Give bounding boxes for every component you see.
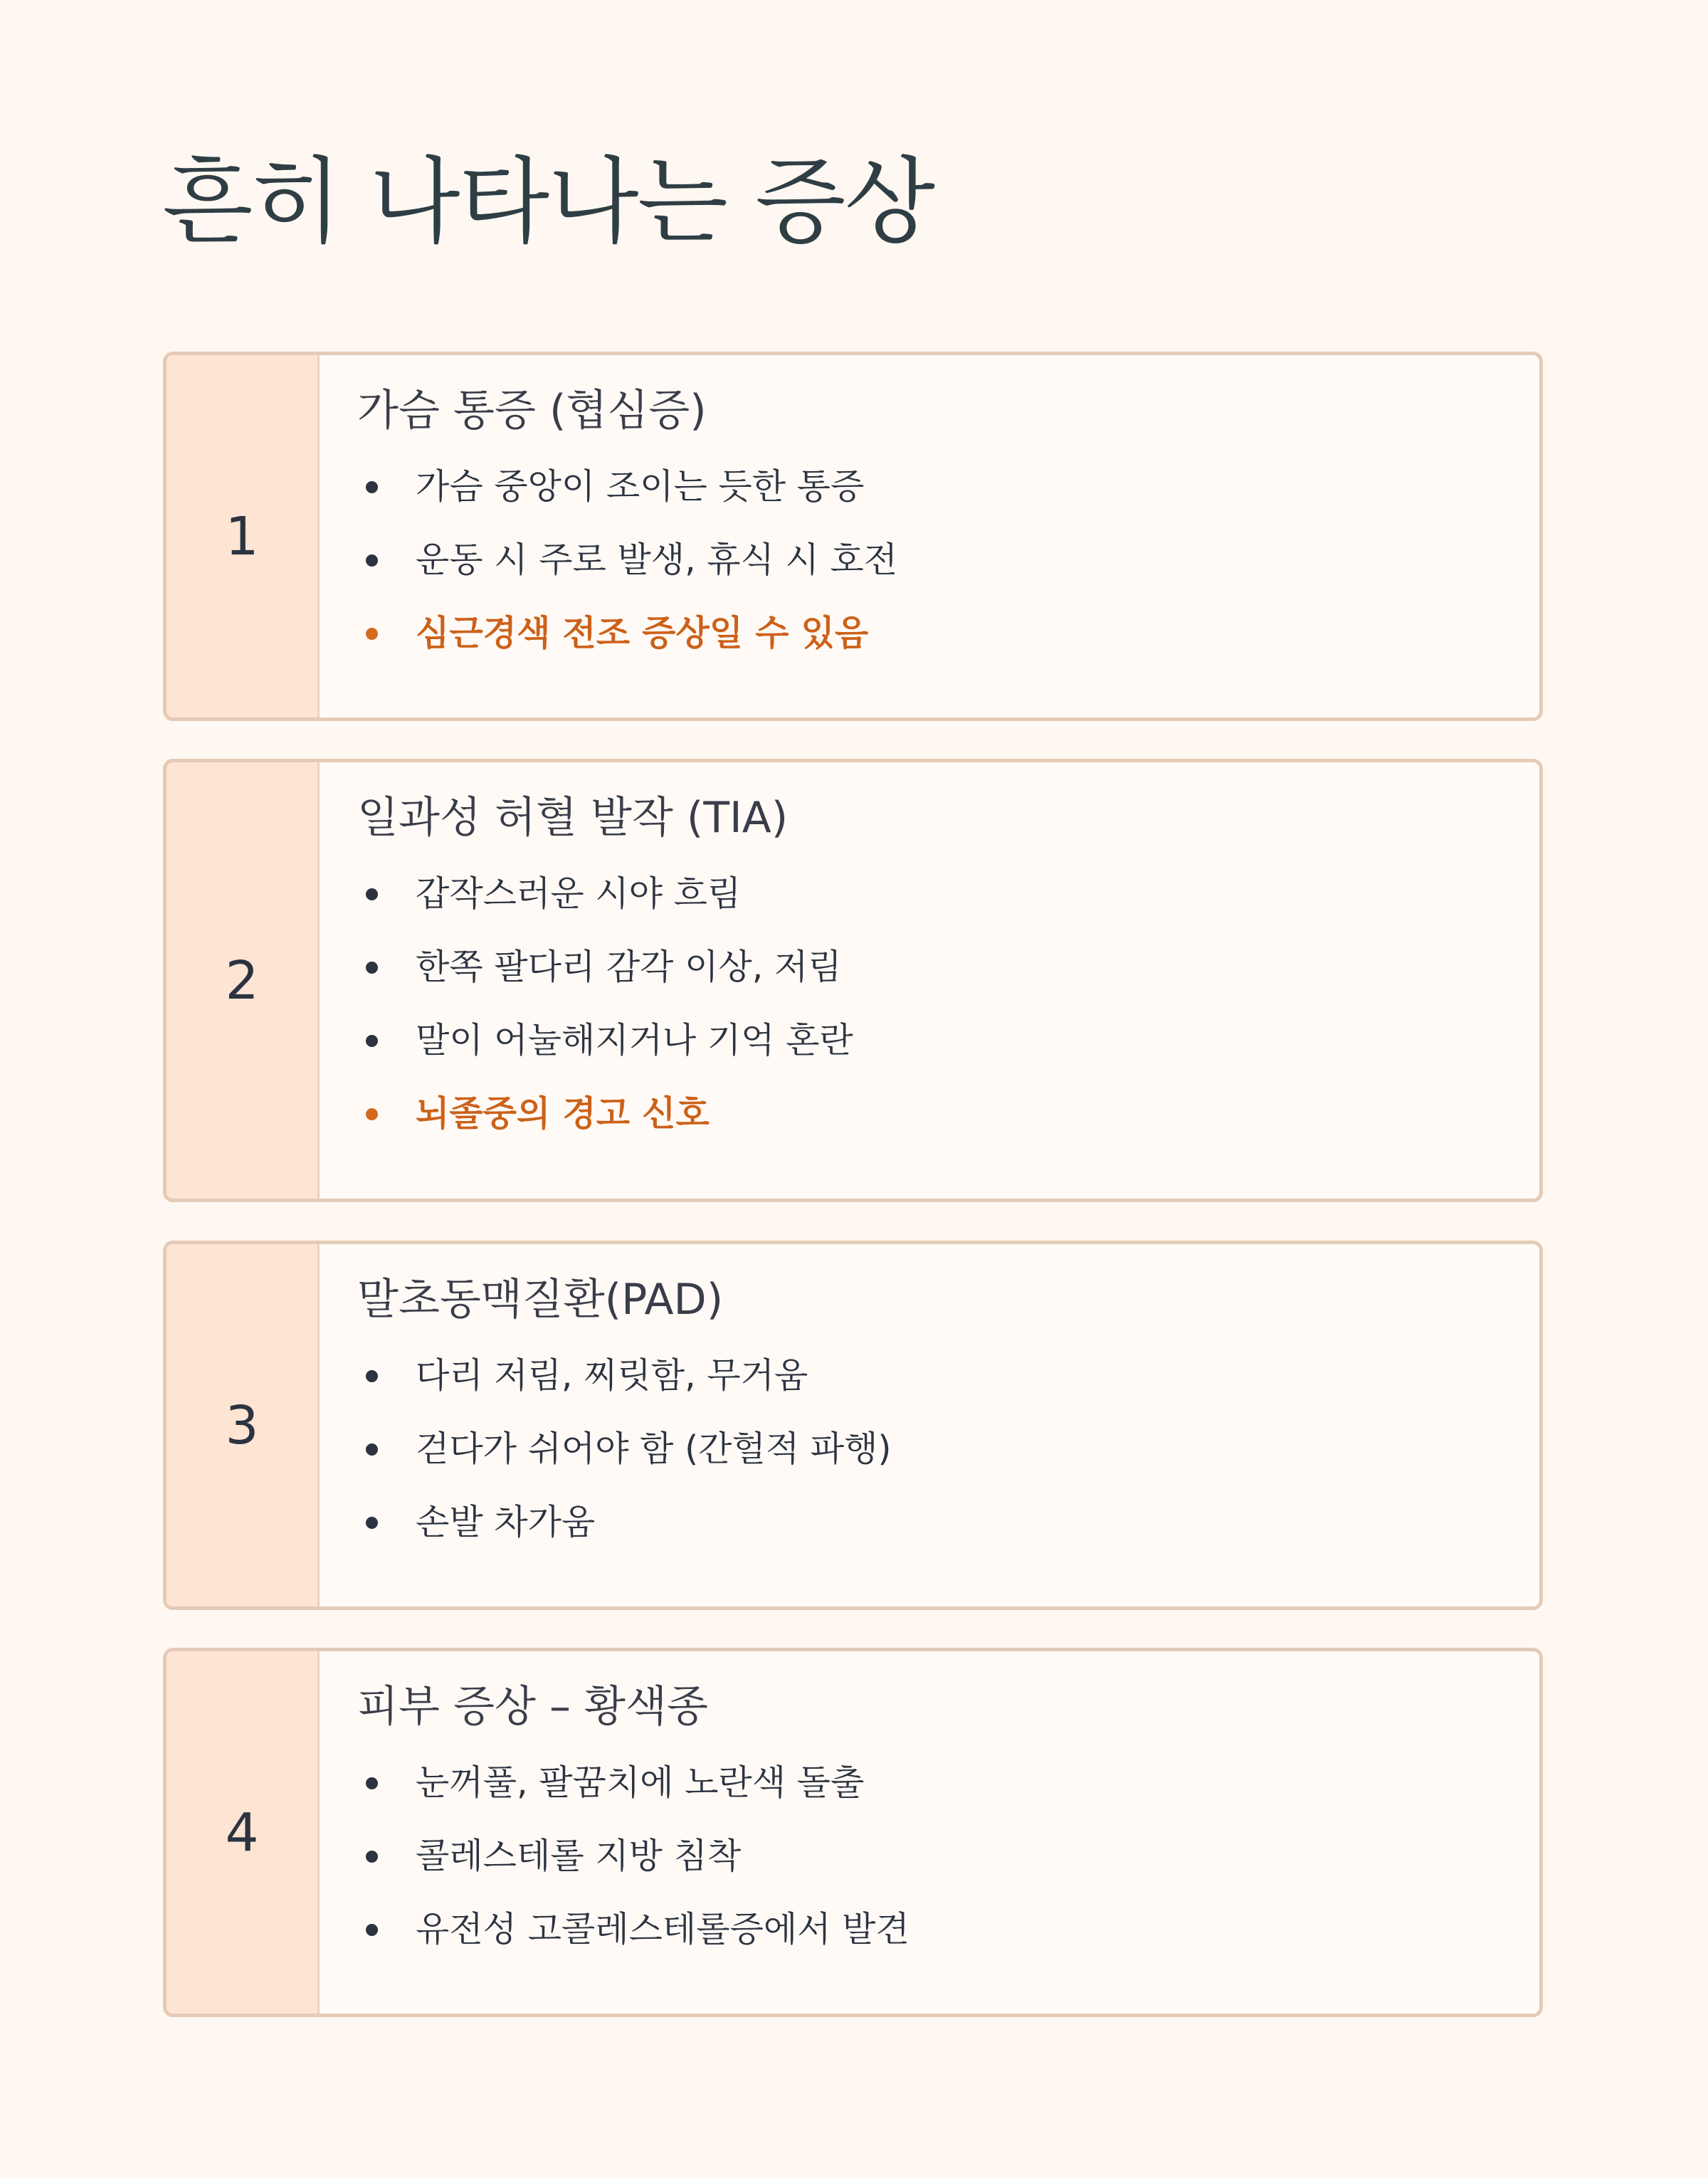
card-title: 피부 증상 – 황색종	[357, 1682, 708, 1732]
bullet-item: 가슴 중앙이 조이는 듯한 통증	[357, 469, 897, 542]
bullet-item: 걷다가 쉬어야 함 (간헐적 파행)	[357, 1431, 892, 1505]
bullet-dot-icon	[366, 1851, 378, 1863]
card-title: 말초동맥질환(PAD)	[357, 1275, 724, 1325]
bullet-item: 손발 차가움	[357, 1505, 892, 1578]
bullet-list	[357, 873, 853, 1169]
bullet-dot-icon	[366, 1924, 378, 1936]
card-number: 1	[225, 505, 259, 567]
bullet-list	[357, 1355, 892, 1578]
bullet-dot-icon	[366, 1108, 378, 1120]
card-number-column	[167, 1651, 320, 2014]
bullet-item: 말이 어눌해지거나 기억 혼란	[357, 1023, 853, 1096]
bullet-dot-icon	[366, 1517, 378, 1529]
card-number: 2	[225, 949, 259, 1011]
bullet-dot-icon	[366, 1370, 378, 1382]
warning-bullet-item: 뇌졸중의 경고 신호	[357, 1096, 853, 1169]
bullet-dot-icon	[366, 1777, 378, 1789]
bullet-dot-icon	[366, 1035, 378, 1047]
symptom-card-1	[163, 352, 1543, 721]
bullet-list	[357, 1762, 910, 1985]
card-number-column	[167, 1244, 320, 1606]
card-number: 3	[225, 1394, 259, 1456]
card-number-column	[167, 762, 320, 1199]
bullet-item: 갑작스러운 시야 흐림	[357, 876, 853, 949]
bullet-dot-icon	[366, 628, 378, 640]
bullet-dot-icon	[366, 962, 378, 974]
symptom-card-2	[163, 759, 1543, 1202]
bullet-item: 유전성 고콜레스테롤증에서 발견	[357, 1912, 910, 1985]
card-number-column	[167, 355, 320, 717]
bullet-item: 눈꺼풀, 팔꿈치에 노란색 돌출	[357, 1765, 910, 1838]
bullet-dot-icon	[366, 1443, 378, 1456]
bullet-item: 운동 시 주로 발생, 휴식 시 호전	[357, 542, 897, 616]
page-title: 흔히 나타나는 증상	[162, 147, 934, 257]
bullet-list	[357, 466, 898, 689]
bullet-dot-icon	[366, 888, 378, 900]
bullet-dot-icon	[366, 481, 378, 493]
symptom-card-4	[163, 1648, 1543, 2017]
card-title: 일과성 허혈 발작 (TIA)	[357, 793, 789, 843]
card-number: 4	[225, 1801, 259, 1863]
bullet-dot-icon	[366, 554, 378, 567]
bullet-item: 다리 저림, 찌릿함, 무거움	[357, 1358, 892, 1431]
warning-bullet-item: 심근경색 전조 증상일 수 있음	[357, 616, 897, 689]
card-title: 가슴 통증 (협심증)	[357, 386, 707, 436]
bullet-item: 한쪽 팔다리 감각 이상, 저림	[357, 949, 853, 1023]
symptom-card-3	[163, 1241, 1543, 1610]
bullet-item: 콜레스테롤 지방 침착	[357, 1838, 910, 1912]
